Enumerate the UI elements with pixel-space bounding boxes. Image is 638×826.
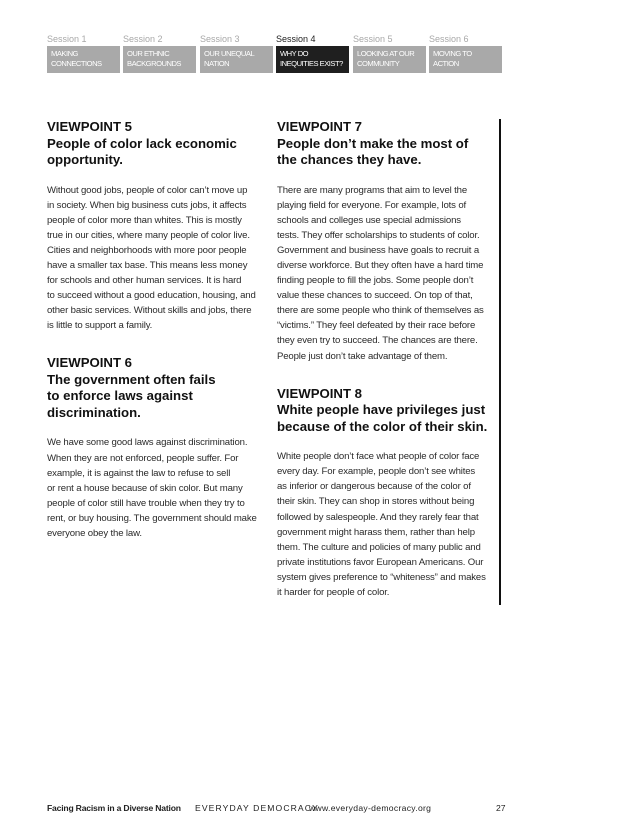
session-label: Session 1 [47,34,87,44]
session-label: Session 2 [123,34,163,44]
viewpoint-number: VIEWPOINT 5 [47,119,132,134]
session-label: Session 3 [200,34,240,44]
viewpoint-title-line: opportunity. [47,152,123,167]
session-title-line: INEQUITIES EXIST? [280,58,343,68]
body-line: There are many programs that aim to level the [277,184,468,196]
viewpoint-title-line: the chances they have. [277,152,422,167]
session-title-line: OUR UNEQUAL [204,49,255,58]
viewpoint-title-line: The government often fails [47,371,216,387]
body-line: people of color more than whites. This is mostly [47,214,242,226]
viewpoint-heading [47,355,263,421]
body-line: diverse workforce. But they often have a hard time [277,259,484,271]
body-line: private institutions favor European Americans. Our [277,556,484,568]
viewpoint-8 [277,386,493,600]
session-title-box [353,46,426,73]
page-footer [47,801,507,815]
viewpoint-title-line: People don’t make the most of [277,135,469,151]
viewpoint-number: VIEWPOINT 8 [277,385,362,401]
body-line: schools and colleges use special admissions [277,214,461,226]
session-title-line: MOVING TO [433,49,472,58]
body-line: true in our cities, where many people of color live. [47,229,250,241]
body-line: their skin. They can shop in stores without being [277,496,475,508]
session-tab-2[interactable] [123,34,196,73]
body-line: every day. For example, people don’t see whites [277,466,476,478]
body-line: White people don’t face what people of color face [277,451,480,463]
viewpoint-5 [47,119,263,333]
session-tab-4[interactable] [276,34,349,73]
body-line: “victims.” They feel defeated by their race before [277,320,476,332]
session-title-line: WHY DO [280,49,309,58]
body-line: example, it is against the law to refuse to sell [47,467,231,479]
session-tab-3[interactable] [200,34,273,73]
viewpoint-title-line: discrimination. [47,404,141,420]
body-line: everyone obey the law. [47,528,142,539]
body-line: for schools and other human services. It is hard [47,275,242,287]
viewpoint-title-line: because of the color of their skin. [277,418,488,434]
session-tab-5[interactable] [353,34,426,73]
body-line: other basic services. Without skills and jobs, there [47,305,252,317]
body-line: tests. They offer scholarships to students of color. [277,229,480,241]
session-title-line: MAKING [51,49,78,58]
viewpoint-body [277,183,493,364]
viewpoint-7 [277,119,493,364]
viewpoint-body [47,183,263,334]
viewpoint-heading [277,386,493,436]
session-tab-6[interactable] [429,34,502,73]
body-line: government might harass them, rather than help [277,526,475,538]
body-line: value these chances to succeed. On top of that, [277,290,473,302]
session-title-box [429,46,502,73]
session-title-line: COMMUNITY [357,58,400,68]
session-title-line: LOOKING AT OUR [357,49,415,58]
body-line: as inferior or dangerous because of the color of [277,481,471,493]
session-title-line: CONNECTIONS [51,58,102,68]
session-title-box [123,46,196,73]
viewpoint-heading [47,119,263,169]
body-line: people of color still have trouble when they try to [47,497,245,509]
viewpoint-title-line: People of color lack economic [47,135,237,151]
body-line: have a smaller tax base. This means less money [47,259,248,271]
body-line: When they are not enforced, people suffer. For [47,452,239,464]
column-divider-rule [499,119,501,605]
body-line: Government and business have goals to recruit a [277,244,479,256]
session-title-line: ACTION [433,58,459,68]
website-url: www.everyday-democracy.org [309,803,432,813]
body-line: Cities and neighborhoods with more poor people [47,244,247,256]
viewpoint-title-line: to enforce laws against [47,388,193,404]
session-title-box [200,46,273,73]
session-tab-1[interactable] [47,34,120,73]
body-line: them. The culture and policies of many public and [277,541,481,553]
session-title-line: BACKGROUNDS [127,58,181,68]
viewpoint-body [47,435,263,541]
publication-title: Facing Racism in a Diverse Nation [47,803,181,813]
session-title-line: NATION [204,58,230,68]
viewpoint-number: VIEWPOINT 6 [47,355,132,371]
right-column [277,119,493,600]
viewpoint-heading [277,119,493,169]
body-line: Without good jobs, people of color can’t move up [47,184,248,196]
body-line: People just don’t take advantage of them. [277,350,448,362]
section-gap [47,333,263,355]
session-label: Session 5 [353,34,393,44]
body-line: there are some people who think of themselves as [277,305,484,317]
body-line: in society. When big business cuts jobs, it affects [47,199,247,211]
body-line: followed by salespeople. And they rarely fear that [277,511,479,523]
viewpoint-6 [47,355,263,541]
body-line: they even try to succeed. The chances are there. [277,335,478,347]
body-line: system gives preference to “whiteness” and makes [277,571,486,583]
session-navigation [47,34,472,74]
session-title-box [276,46,349,73]
left-column [47,119,263,541]
organization-name: EVERYDAY DEMOCRACY [195,803,319,813]
body-line: playing field for everyone. For example, lots of [277,199,467,211]
body-line: is little to support a family. [47,320,153,332]
body-line: to succeed without a good education, housing, and [47,290,256,302]
session-title-box [47,46,120,73]
viewpoint-body [277,449,493,600]
body-line: it harder for people of color. [277,586,390,598]
session-label: Session 4 [276,34,316,44]
body-line: We have some good laws against discrimination. [47,437,248,449]
viewpoint-number: VIEWPOINT 7 [277,119,362,134]
session-label: Session 6 [429,34,469,44]
viewpoint-title-line: White people have privileges just [277,402,486,418]
body-line: or rent a house because of skin color. But many [47,482,243,494]
body-line: finding people to fill the jobs. Some people don’t [277,275,474,287]
body-line: rent, or buy housing. The government should make [47,512,257,524]
section-gap [277,364,493,386]
page-number: 27 [496,803,506,813]
session-title-line: OUR ETHNIC [127,49,170,58]
